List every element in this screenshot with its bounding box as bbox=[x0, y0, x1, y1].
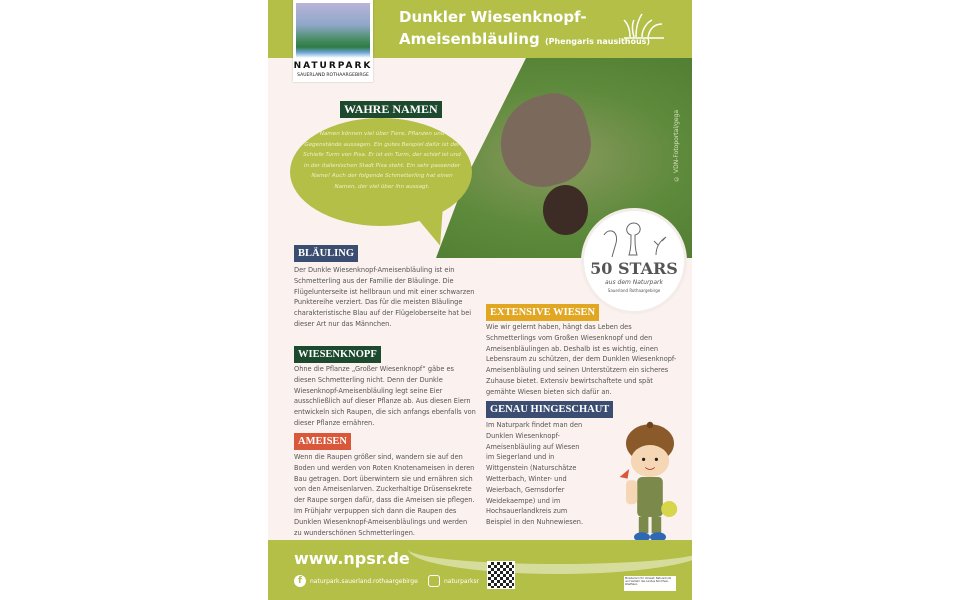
ministry-logo bbox=[624, 576, 676, 591]
bird-tree-icon bbox=[594, 215, 674, 263]
naturpark-logo bbox=[293, 0, 373, 82]
label-wahre-namen: WAHRE NAMEN bbox=[340, 101, 442, 118]
text-wiesenknopf: Ohne die Pflanze „Großer Wiesenknopf“ gäbe es diesen Schmetterling nicht. Denn der Dunkle Wiesenknopf-Ameisenbläuling legt seine Eier ausschließlich auf dieser Pflanze ab. Aus diesen Eiern entwickeln sich Raupen, die sich anfangs ebenfalls von dieser Pflanze ernähren. bbox=[294, 365, 476, 427]
label-genau-hingeschaut: GENAU HINGESCHAUT bbox=[486, 401, 613, 418]
ministry-text: Ministerium für Umwelt, Naturschutz und Verkehr des Landes Nordrhein-Westfalen bbox=[625, 577, 672, 586]
facebook-link[interactable] bbox=[294, 575, 418, 587]
qr-code[interactable] bbox=[487, 561, 515, 589]
text-ameisen: Wenn die Raupen größer sind, wandern sie auf den Boden und werden von Roten Knotenameisen in deren Bau getragen. Dort überwintern sie und ernähren sich von den Ameisenlarven. Zuckerhaltige Drüsensekrete der Raupe sorgen dafür, dass die Ameisen sie pflegen. Im Frühjahr verpuppen sich dann die Raupen des Dunklen Wiesenknopf-Ameisenbläulings und werden zu wunderschönen Schmetterlingen. bbox=[294, 453, 475, 537]
text-extensive-wiesen: Wie wir gelernt haben, hängt das Leben des Schmetterlings vom Großen Wiesenknopf und den Ameisenbläulingen ab. Deshalb ist es wichtig, einen Lebensraum zu schützen, der dem Dunklen Wiesenknopf-Ameisenbläuling und seinen Unterstützern ein sicheres Zuhause bietet. Extensiv bewirtschaftete und spät gemähte Wiesen bieten sich dafür an. bbox=[486, 323, 677, 396]
text-blaeuling: Der Dunkle Wiesenknopf-Ameisenbläuling ist ein Schmetterling aus der Familie der Bläulinge. Die Flügelunterseite ist hellbraun und mit einer schwarzen Punktereihe verziert. Das für die meisten Bläulinge charakteristische Blau auf der Flügeloberseite hat bei dieser Art nur das Männchen. bbox=[294, 266, 475, 328]
page-title bbox=[399, 6, 650, 53]
logo-name: NATURPARK bbox=[293, 61, 373, 71]
text-genau-hingeschaut: Im Naturpark findet man den Dunklen Wiesenknopf-Ameisenbläuling auf Wiesen im Siegerland und in Wittgenstein (Naturschätze Wetterbach, Winter- und Weierbach, Gernsdorfer Weidekaempe) und im Hochsauerlandkreis zum Beispiel in den Nuhnewiesen. bbox=[486, 421, 584, 527]
photo-credit: © VDN-Fotoportal/gega bbox=[673, 110, 680, 182]
wiesenknopf-flower bbox=[543, 185, 588, 235]
label-wiesenknopf: WIESENKNOPF bbox=[294, 346, 381, 363]
badge-title: 50 STARS bbox=[590, 259, 678, 278]
grass-icon bbox=[622, 12, 666, 40]
instagram-handle: naturparksr bbox=[444, 577, 480, 585]
instagram-link[interactable] bbox=[428, 575, 479, 587]
50-stars-badge bbox=[581, 208, 687, 314]
title-line1: Dunkler Wiesenknopf- bbox=[399, 8, 587, 26]
website-link[interactable]: www.npsr.de bbox=[294, 549, 410, 568]
badge-line1: aus dem Naturpark bbox=[605, 279, 663, 286]
logo-subtitle: SAUERLAND ROTHAARGEBIRGE bbox=[297, 73, 369, 78]
instagram-icon bbox=[428, 575, 440, 587]
logo-landscape bbox=[296, 3, 370, 58]
facebook-icon: f bbox=[294, 575, 306, 587]
label-blaeuling: BLÄULING bbox=[294, 245, 358, 262]
poster bbox=[268, 0, 692, 600]
title-line2: Ameisenbläuling bbox=[399, 30, 540, 48]
footer-swoosh bbox=[408, 524, 692, 574]
badge-line2: Sauerland Rothaargebirge bbox=[607, 288, 661, 293]
label-extensive-wiesen: EXTENSIVE WIESEN bbox=[486, 304, 599, 321]
facebook-handle: naturpark.sauerland.rothaargebirge bbox=[310, 577, 418, 585]
scientific-name: (Phengaris nausithous) bbox=[544, 37, 651, 46]
intro-text: Namen können viel über Tiere, Pflanzen und Gegenstände aussagen. Ein gutes Beispiel dafür ist der Schiefe Turm von Pisa. Er ist ein Turm, der schief ist und in der italienischen Stadt Pisa steht. Ein sehr passender Name! Auch der folgende Schmetterling hat einen Namen, der viel über ihn aussagt. bbox=[303, 131, 461, 190]
label-ameisen: AMEISEN bbox=[294, 433, 351, 450]
